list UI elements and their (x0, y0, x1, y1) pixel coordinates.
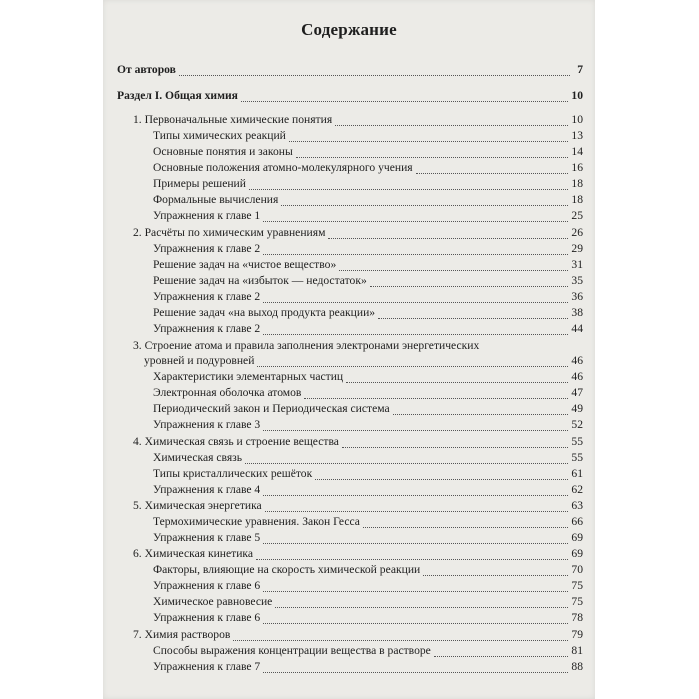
leader-dots (263, 211, 568, 222)
toc-entry (153, 144, 583, 160)
leader-dots (423, 565, 568, 576)
toc-page-number: 81 (571, 644, 583, 657)
leader-dots (416, 163, 569, 174)
toc-entry (153, 514, 583, 530)
toc-entry (153, 562, 583, 578)
toc-entry (153, 482, 583, 498)
toc-entry-text: Способы выражения концентрации вещества в растворе (153, 644, 431, 657)
toc-page-number: 61 (571, 467, 583, 480)
leader-dots (245, 453, 568, 464)
leader-dots (265, 501, 569, 512)
toc-entry (153, 385, 583, 401)
toc-entry-first-line (133, 338, 553, 354)
toc-entry-text: Химическая связь (153, 451, 243, 464)
toc-entry (117, 88, 583, 104)
leader-dots (263, 662, 568, 673)
toc-entry (153, 305, 583, 321)
toc-entry-text: 2. Расчёты по химическим уравнениям (133, 226, 326, 239)
toc-page-number: 44 (571, 322, 583, 335)
toc-entry (153, 241, 583, 257)
toc-entry (153, 643, 583, 659)
toc-entry (133, 498, 583, 514)
toc-page-number: 10 (571, 89, 583, 102)
leader-dots (363, 517, 568, 528)
toc-page-number: 18 (571, 193, 583, 206)
toc-page-number: 75 (571, 595, 583, 608)
toc-entry (117, 62, 583, 78)
toc-page-number: 31 (571, 258, 583, 271)
toc-entry-text: Упражнения к главе 7 (153, 660, 261, 673)
toc-page-number: 79 (571, 628, 583, 641)
toc-entry (153, 530, 583, 546)
toc-entry (153, 401, 583, 417)
leader-dots (393, 404, 569, 415)
toc-page-number: 55 (571, 451, 583, 464)
toc-page-number: 70 (571, 563, 583, 576)
toc-page-number: 26 (571, 226, 583, 239)
toc-entry-text: Упражнения к главе 2 (153, 322, 261, 335)
toc-page-number: 25 (571, 209, 583, 222)
toc-entry-text: Типы химических реакций (153, 129, 286, 142)
toc-page-number: 13 (571, 129, 583, 142)
leader-dots (179, 65, 570, 76)
toc-entry (153, 369, 583, 385)
leader-dots (233, 630, 568, 641)
toc-entry-text: 7. Химия растворов (133, 628, 231, 641)
toc-entry-text: Упражнения к главе 6 (153, 579, 261, 592)
toc-entry (153, 128, 583, 144)
toc-page-number: 7 (577, 63, 583, 76)
leader-dots (342, 437, 568, 448)
toc-page-number: 69 (571, 531, 583, 544)
toc-entry-text: 3. Строение атома и правила заполнения электронами энергетических (133, 339, 480, 352)
leader-dots (257, 356, 568, 367)
toc-page-number: 78 (571, 611, 583, 624)
toc-page-number: 47 (571, 386, 583, 399)
leader-dots (335, 115, 568, 126)
toc-entry (153, 257, 583, 273)
toc-entry (133, 434, 583, 450)
toc-page-number: 62 (571, 483, 583, 496)
toc-entry (133, 112, 583, 128)
toc-page-number: 66 (571, 515, 583, 528)
leader-dots (289, 131, 569, 142)
toc-page-number: 69 (571, 547, 583, 560)
toc-page-number: 46 (571, 370, 583, 383)
toc-entry (133, 627, 583, 643)
toc-entry-text: Основные положения атомно-молекулярного учения (153, 161, 413, 174)
toc-page-number: 63 (571, 499, 583, 512)
toc-page-number: 14 (571, 145, 583, 158)
toc-entry (153, 594, 583, 610)
toc-entry-text: Упражнения к главе 2 (153, 242, 261, 255)
toc-entry-text: Электронная оболочка атомов (153, 386, 302, 399)
toc-entry (153, 273, 583, 289)
toc-entry (153, 176, 583, 192)
leader-dots (241, 91, 568, 102)
toc-entry-text: Упражнения к главе 1 (153, 209, 261, 222)
toc-entry-text: Упражнения к главе 5 (153, 531, 261, 544)
toc-page-number: 52 (571, 418, 583, 431)
leader-dots (263, 485, 568, 496)
leader-dots (328, 228, 568, 239)
leader-dots (263, 420, 568, 431)
toc-entry-text: 6. Химическая кинетика (133, 547, 254, 560)
toc-entry-text: Термохимические уравнения. Закон Гесса (153, 515, 360, 528)
toc-page-number: 55 (571, 435, 583, 448)
toc-entry (153, 466, 583, 482)
toc-entry-text: Решение задач «на выход продукта реакции» (153, 306, 376, 319)
toc-entry (153, 208, 583, 224)
toc-entry (153, 659, 583, 675)
toc-page-number: 35 (571, 274, 583, 287)
leader-dots (263, 533, 568, 544)
leader-dots (275, 597, 568, 608)
toc-entry (153, 321, 583, 337)
toc-entry (144, 353, 583, 369)
toc-entry-text: Упражнения к главе 4 (153, 483, 261, 496)
toc-page-number: 29 (571, 242, 583, 255)
toc-page-number: 75 (571, 579, 583, 592)
leader-dots (249, 179, 568, 190)
leader-dots (263, 613, 568, 624)
toc-page-number: 49 (571, 402, 583, 415)
toc-entry-text: Решение задач на «чистое вещество» (153, 258, 337, 271)
toc-page-number: 18 (571, 177, 583, 190)
toc-page-number: 46 (571, 354, 583, 367)
leader-dots (263, 244, 568, 255)
leader-dots (434, 646, 569, 657)
toc-entry-text: Упражнения к главе 3 (153, 418, 261, 431)
book-page (103, 0, 595, 699)
toc-entry-text: Упражнения к главе 6 (153, 611, 261, 624)
toc-entry-text: Периодический закон и Периодическая система (153, 402, 390, 415)
toc-entry-text: 1. Первоначальные химические понятия (133, 113, 333, 126)
toc-entry-text: От авторов (117, 63, 176, 76)
toc-entry-text: Основные понятия и законы (153, 145, 293, 158)
leader-dots (281, 195, 568, 206)
leader-dots (346, 372, 568, 383)
toc-entry-text: Упражнения к главе 2 (153, 290, 261, 303)
toc-entry-text: Типы кристаллических решёток (153, 467, 313, 480)
toc-entry (153, 289, 583, 305)
leader-dots (378, 308, 568, 319)
leader-dots (263, 581, 568, 592)
toc-entry-text: Характеристики элементарных частиц (153, 370, 344, 383)
toc-entry-text: Решение задач на «избыток — недостаток» (153, 274, 367, 287)
toc-entry-text: 4. Химическая связь и строение вещества (133, 435, 339, 448)
toc-entry (133, 225, 583, 241)
toc-entry-text: Химическое равновесие (153, 595, 273, 608)
leader-dots (263, 324, 568, 335)
toc-entry (133, 546, 583, 562)
leader-dots (304, 388, 568, 399)
toc-entry-text: Примеры решений (153, 177, 246, 190)
leader-dots (315, 469, 568, 480)
toc-entry-text: Раздел I. Общая химия (117, 89, 238, 102)
toc-entry (153, 578, 583, 594)
toc-page-number: 10 (571, 113, 583, 126)
leader-dots (263, 292, 568, 303)
toc-entry (153, 610, 583, 626)
toc-entry (153, 192, 583, 208)
toc-page-number: 16 (571, 161, 583, 174)
toc-entry-text: 5. Химическая энергетика (133, 499, 262, 512)
toc-page-number: 88 (571, 660, 583, 673)
toc-page-number: 36 (571, 290, 583, 303)
leader-dots (296, 147, 569, 158)
toc-entry (153, 160, 583, 176)
leader-dots (256, 549, 568, 560)
leader-dots (339, 260, 568, 271)
toc-entry (153, 417, 583, 433)
toc-page-number: 38 (571, 306, 583, 319)
toc-entry-text: Факторы, влияющие на скорость химической реакции (153, 563, 421, 576)
toc-entry-text: уровней и подуровней (144, 354, 255, 367)
page-title: Содержание (301, 20, 397, 39)
toc-entry-text: Формальные вычисления (153, 193, 279, 206)
leader-dots (370, 276, 569, 287)
toc-entry (153, 450, 583, 466)
